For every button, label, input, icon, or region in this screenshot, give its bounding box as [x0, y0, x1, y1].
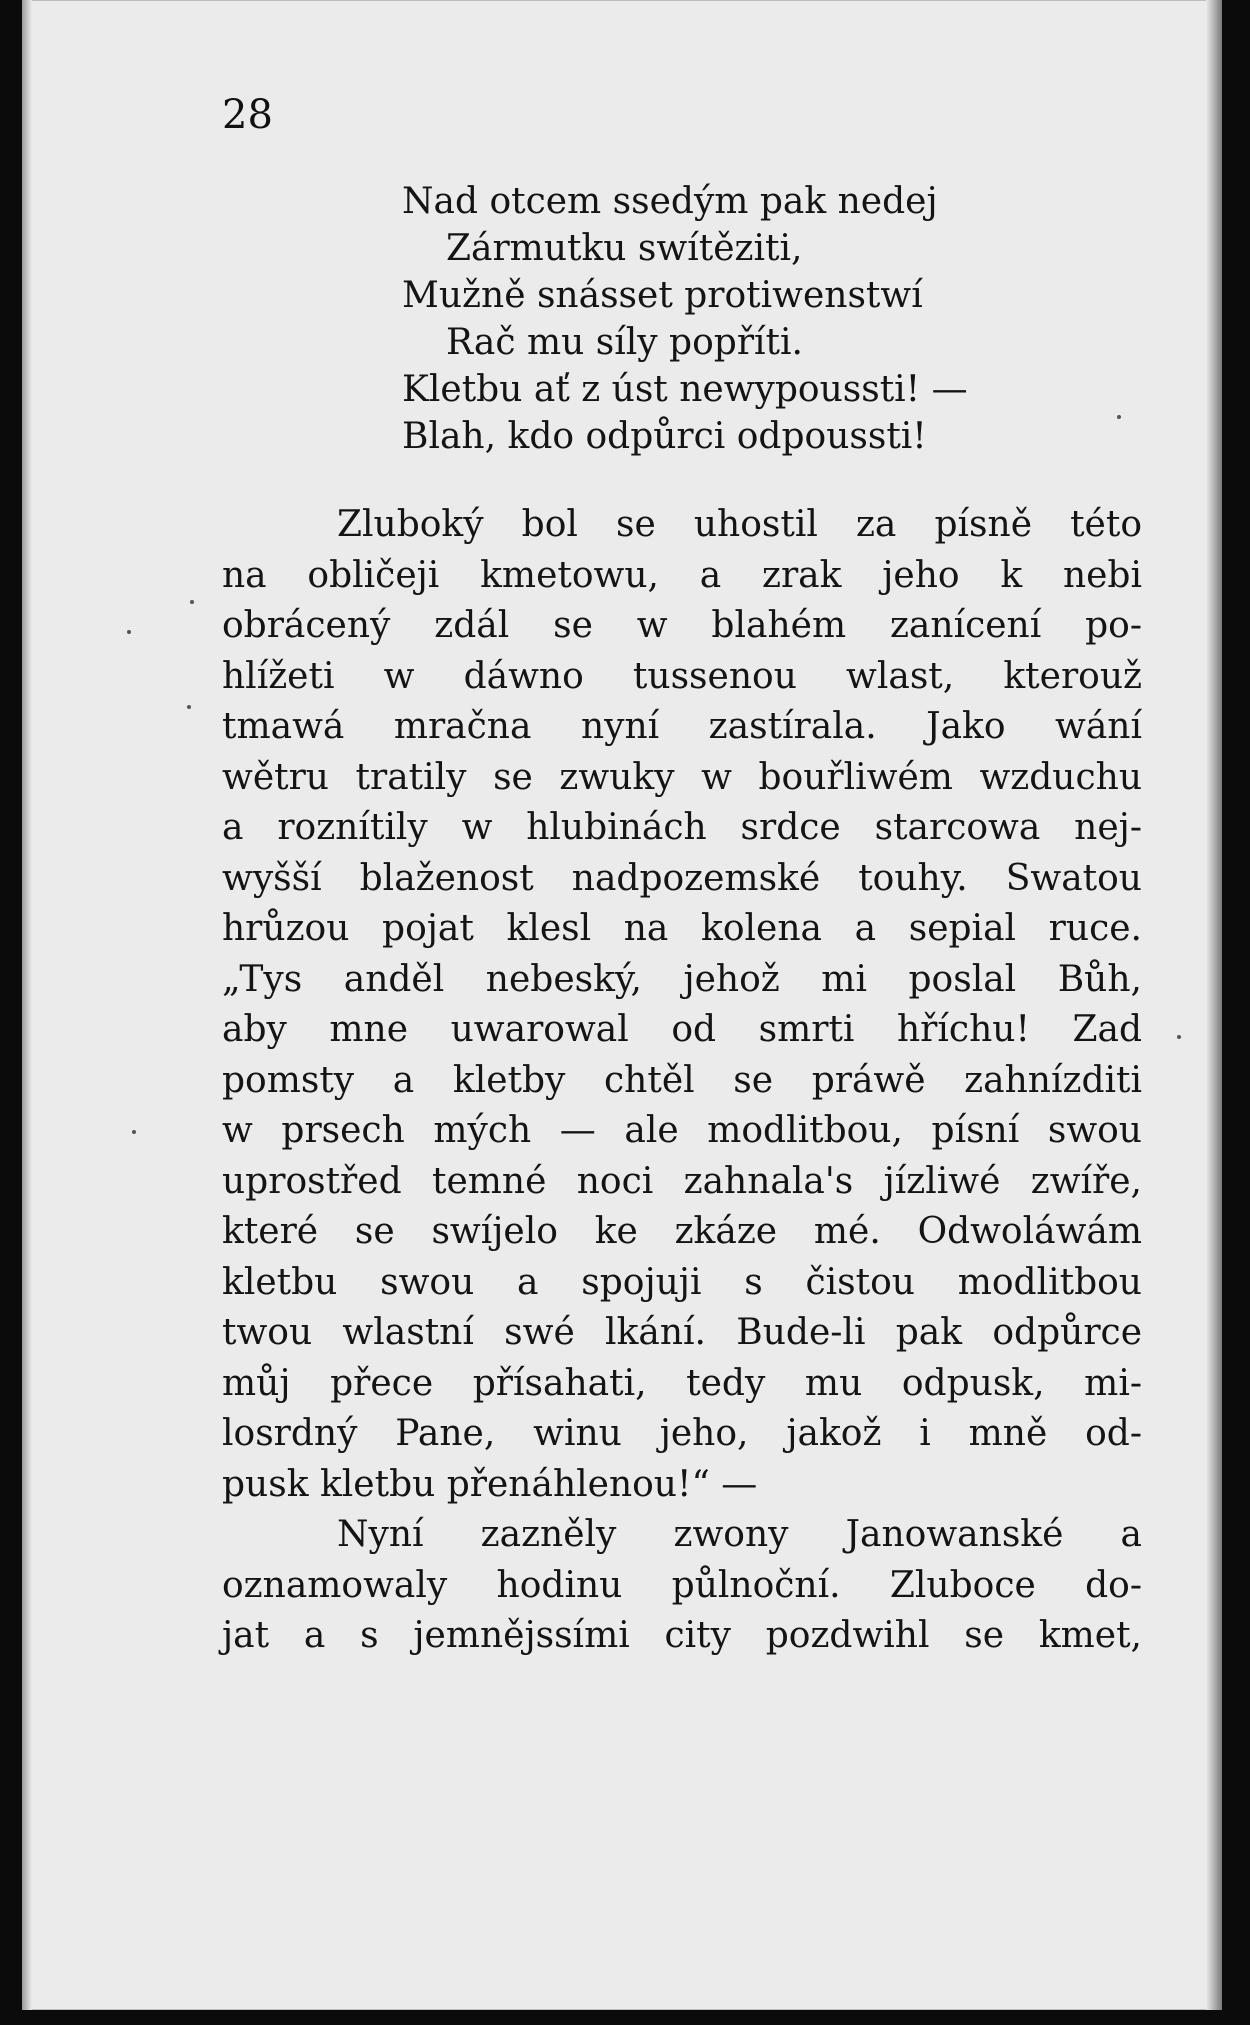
- text-line: a roznítily w hlubinách srdce starcowa nej-: [222, 807, 1142, 848]
- text-line: pusk kletbu přenáhlenou!“ —: [222, 1463, 758, 1505]
- page-edge-right: [1206, 0, 1222, 2010]
- text-line: pomsty a kletby chtěl se práwě zahnízditi: [222, 1059, 1142, 1101]
- text-line: losrdný Pane, winu jeho, jakož i mně od-: [222, 1413, 1142, 1454]
- text-line: kletbu swou a spojuji s čistou modlitbou: [222, 1261, 1142, 1303]
- print-speck: [1177, 1035, 1181, 1039]
- poem-line: Zármutku swítěziti,: [446, 228, 803, 269]
- text-line: wětru tratily se zwuky w bouřliwém wzduchu: [222, 756, 1142, 798]
- print-speck: [187, 705, 191, 709]
- page-number: 28: [222, 92, 273, 138]
- poem-line: Blah, kdo odpůrci odpoussti!: [402, 416, 927, 457]
- print-speck: [132, 1130, 136, 1134]
- print-speck: [127, 630, 131, 634]
- poem-stanza: [402, 178, 1122, 460]
- text-line: můj přece přísahati, tedy mu odpusk, mi-: [222, 1362, 1142, 1404]
- text-line: „Tys anděl nebeský, jehož mi poslal Bůh,: [222, 958, 1142, 1000]
- text-line: twou wlastní swé lkání. Bude-li pak odpůrce: [222, 1312, 1142, 1353]
- text-line: Zluboký bol se uhostil za písně této: [337, 504, 1142, 545]
- text-line: oznamowaly hodinu půlnoční. Zluboce do-: [222, 1564, 1142, 1606]
- text-line: aby mne uwarowal od smrti hříchu! Zad: [222, 1009, 1142, 1050]
- text-line: w prsech mých — ale modlitbou, písní swou: [222, 1110, 1142, 1151]
- text-line: hlížeti w dáwno tussenou wlast, kterouž: [222, 655, 1142, 697]
- poem-line: Mužně snásset protiwenstwí: [402, 275, 923, 316]
- poem-line: Rač mu síly popříti.: [446, 322, 803, 363]
- text-line: jat a s jemnějssími city pozdwihl se kmet,: [222, 1615, 1142, 1656]
- poem-line: Nad otcem ssedým pak nedej: [402, 181, 938, 222]
- text-line: uprostřed temné noci zahnala's jízliwé zwíře,: [222, 1160, 1142, 1202]
- text-line: obrácený zdál se w blahém zanícení po-: [222, 605, 1142, 646]
- text-line: hrůzou pojat klesl na kolena a sepial ruce.: [222, 908, 1142, 949]
- poem-line: Kletbu ať z úst newypoussti! —: [402, 369, 968, 410]
- print-speck: [1117, 415, 1121, 419]
- book-page: [22, 0, 1222, 2010]
- text-line: wyšší blaženost nadpozemské touhy. Swatou: [222, 857, 1142, 899]
- text-line: tmawá mračna nyní zastírala. Jako wání: [222, 706, 1142, 747]
- text-line: které se swíjelo ke zkáze mé. Odwoláwám: [222, 1211, 1142, 1252]
- prose-body: [222, 500, 1142, 1662]
- text-line: Nyní zazněly zwony Janowanské a: [337, 1514, 1142, 1555]
- text-line: na obličeji kmetowu, a zrak jeho k nebi: [222, 554, 1142, 596]
- page-edge-left: [22, 0, 32, 2010]
- print-speck: [190, 600, 194, 604]
